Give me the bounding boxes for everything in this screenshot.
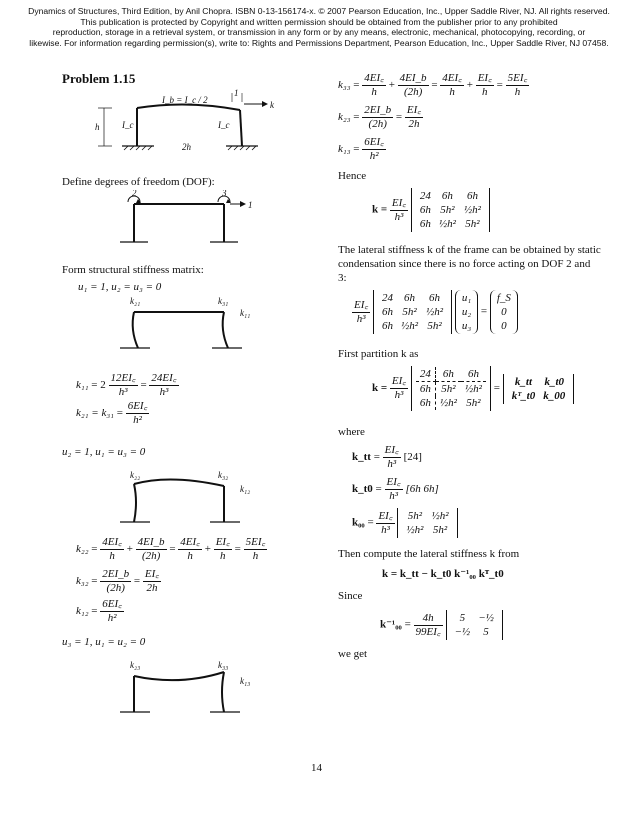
k11-label: k₁₁	[240, 308, 251, 318]
where-text: where	[338, 426, 365, 438]
header-line-4: likewise. For information regarding permission(s), write to: Rights and Permissions Department, Pearson Education, Inc., Upper Saddle River, NJ 07458.	[29, 37, 609, 48]
height-label: h	[95, 122, 100, 132]
dof-text: Define degrees of freedom (DOF):	[62, 176, 215, 188]
eq-k32: k₃₂ = $\frac{2EI\_b}{(2h)}$ = $\frac{EI꜀}{2h}$	[76, 568, 160, 594]
eq-ktt: k_tt = $\frac{EI꜀}{\text{h³}}$ [24]	[352, 444, 422, 470]
since-text: Since	[338, 590, 363, 602]
hence-text: Hence	[338, 170, 367, 182]
k31-label: k₃₁	[218, 296, 229, 306]
para-line-1: The lateral stiffness k of the frame can be obtained by static	[338, 244, 601, 256]
condensation-system: $\frac{EI꜀}{\text{h³}}$ 24 6h 6h 6h 5h² ½h² 6h ½h² 5h² u₁ u₂ u₃ = f_S 0 0	[352, 290, 518, 334]
header-line-2: This publication is protected by Copyright and written permission should be obtained from the publisher prior to any prohibited	[80, 16, 558, 27]
partition-text: First partition k as	[338, 348, 419, 360]
case-3: u₃ = 1, u₁ = u₂ = 0	[62, 636, 146, 648]
dof-2-label: 2	[132, 190, 137, 198]
eq-k00: k₀₀ = $\frac{EI꜀}{\text{h³}}$ 5h² ½h² ½h² 5h²	[352, 508, 458, 538]
partitioned-matrix: k = $\frac{EI꜀}{\text{h³}}$ 24 6h 6h 6h 5h² ½h² 6h ½h² 5h² = k_tt k_t0 kᵀ_t0 k_00	[372, 366, 574, 411]
eq-k33: k₃₃ = $\frac{4EI꜀}{h}$ + $\frac{4EI\_b}{(2h)}$ = $\frac{4EI꜀}{h}$ + $\frac{EI꜀}{h}$ = $\frac{5EI꜀}{h}$	[338, 72, 528, 98]
ic-left-label: I_c	[122, 120, 134, 130]
page-number: 14	[311, 762, 322, 774]
dof-3-label: 3	[222, 190, 227, 198]
dof-1-label: 1	[248, 200, 253, 210]
copyright-header	[8, 6, 630, 48]
eq-k13: k₁₃ = $\frac{6EI꜀}{\text{h²}}$	[338, 136, 384, 162]
header-line-1: Dynamics of Structures, Third Edition, by Anil Chopra. ISBN 0-13-156174-x. © 2007 Pearson Education, Inc., Upper Saddle River, NJ. All rights reserved.	[28, 6, 610, 16]
eq-k22: k₂₂ = $\frac{4EI꜀}{h}$ + $\frac{4EI\_b}{(2h)}$ = $\frac{4EI꜀}{h}$ + $\frac{EI꜀}{h}$ = $\frac{5EI꜀}{h}$	[76, 536, 266, 562]
eq-kt0: k_t0 = $\frac{EI꜀}{\text{h³}}$ [6h 6h]	[352, 476, 439, 502]
frame-figure-case3	[100, 660, 280, 720]
frame-figure-case2	[100, 470, 280, 530]
header-line-3: reproduction, storage in a retrieval system, or transmission in any form or by any means, electronic, mechanical, photocopying, recording, or	[52, 27, 586, 38]
k13-label: k₁₃	[240, 676, 251, 686]
eq-k00-inverse: k⁻¹₀₀ = $\frac{4h}{99EI꜀}$ 5 −½ −½ 5	[380, 610, 503, 640]
k32-label: k₃₂	[218, 470, 229, 480]
span-label: 2h	[182, 142, 191, 152]
ic-right-label: I_c	[218, 120, 230, 130]
frame-figure-case1	[100, 296, 280, 356]
para-line-2: condensation since there is no force acting on DOF 2 and	[338, 258, 591, 270]
condensation-formula: k = k_tt − k_t0 k⁻¹₀₀ kᵀ_t0	[382, 568, 504, 580]
we-get-text: we get	[338, 648, 368, 660]
frame-figure-1	[92, 88, 292, 158]
unit-label: 1	[234, 88, 239, 98]
k22-label: k₂₂	[130, 470, 141, 480]
k33-label: k₃₃	[218, 660, 229, 670]
problem-title: Problem 1.15	[62, 71, 136, 86]
case-2: u₂ = 1, u₁ = u₃ = 0	[62, 446, 146, 458]
compute-text: Then compute the lateral stiffness k from	[338, 548, 520, 560]
eq-k12: k₁₂ = $\frac{6EI꜀}{\text{h²}}$	[76, 598, 122, 624]
k23-label: k₂₃	[130, 660, 141, 670]
eq-k21: k₂₁ = k₃₁ = $\frac{6EI꜀}{\text{h²}}$	[76, 400, 148, 426]
k21-label: k₂₁	[130, 296, 141, 306]
para-line-3: 3:	[338, 272, 347, 284]
case-1: u₁ = 1, u₂ = u₃ = 0	[78, 281, 162, 293]
ib-label: I_b = I_c / 2	[162, 95, 208, 105]
form-text: Form structural stiffness matrix:	[62, 264, 204, 276]
k-label: k	[270, 100, 274, 110]
eq-k23: k₂₃ = $\frac{2EI\_b}{(2h)}$ = $\frac{EI꜀}{2h}$	[338, 104, 422, 130]
frame-figure-dof	[100, 190, 270, 250]
eq-k11: k₁₁ = 2 $\frac{12EI꜀}{\text{h³}}$ = $\frac{24EI꜀}{\text{h³}}$	[76, 372, 177, 398]
stiffness-matrix: k = $\frac{EI꜀}{\text{h³}}$ 24 6h 6h 6h 5h² ½h² 6h ½h² 5h²	[372, 188, 490, 232]
k12-label: k₁₂	[240, 484, 251, 494]
